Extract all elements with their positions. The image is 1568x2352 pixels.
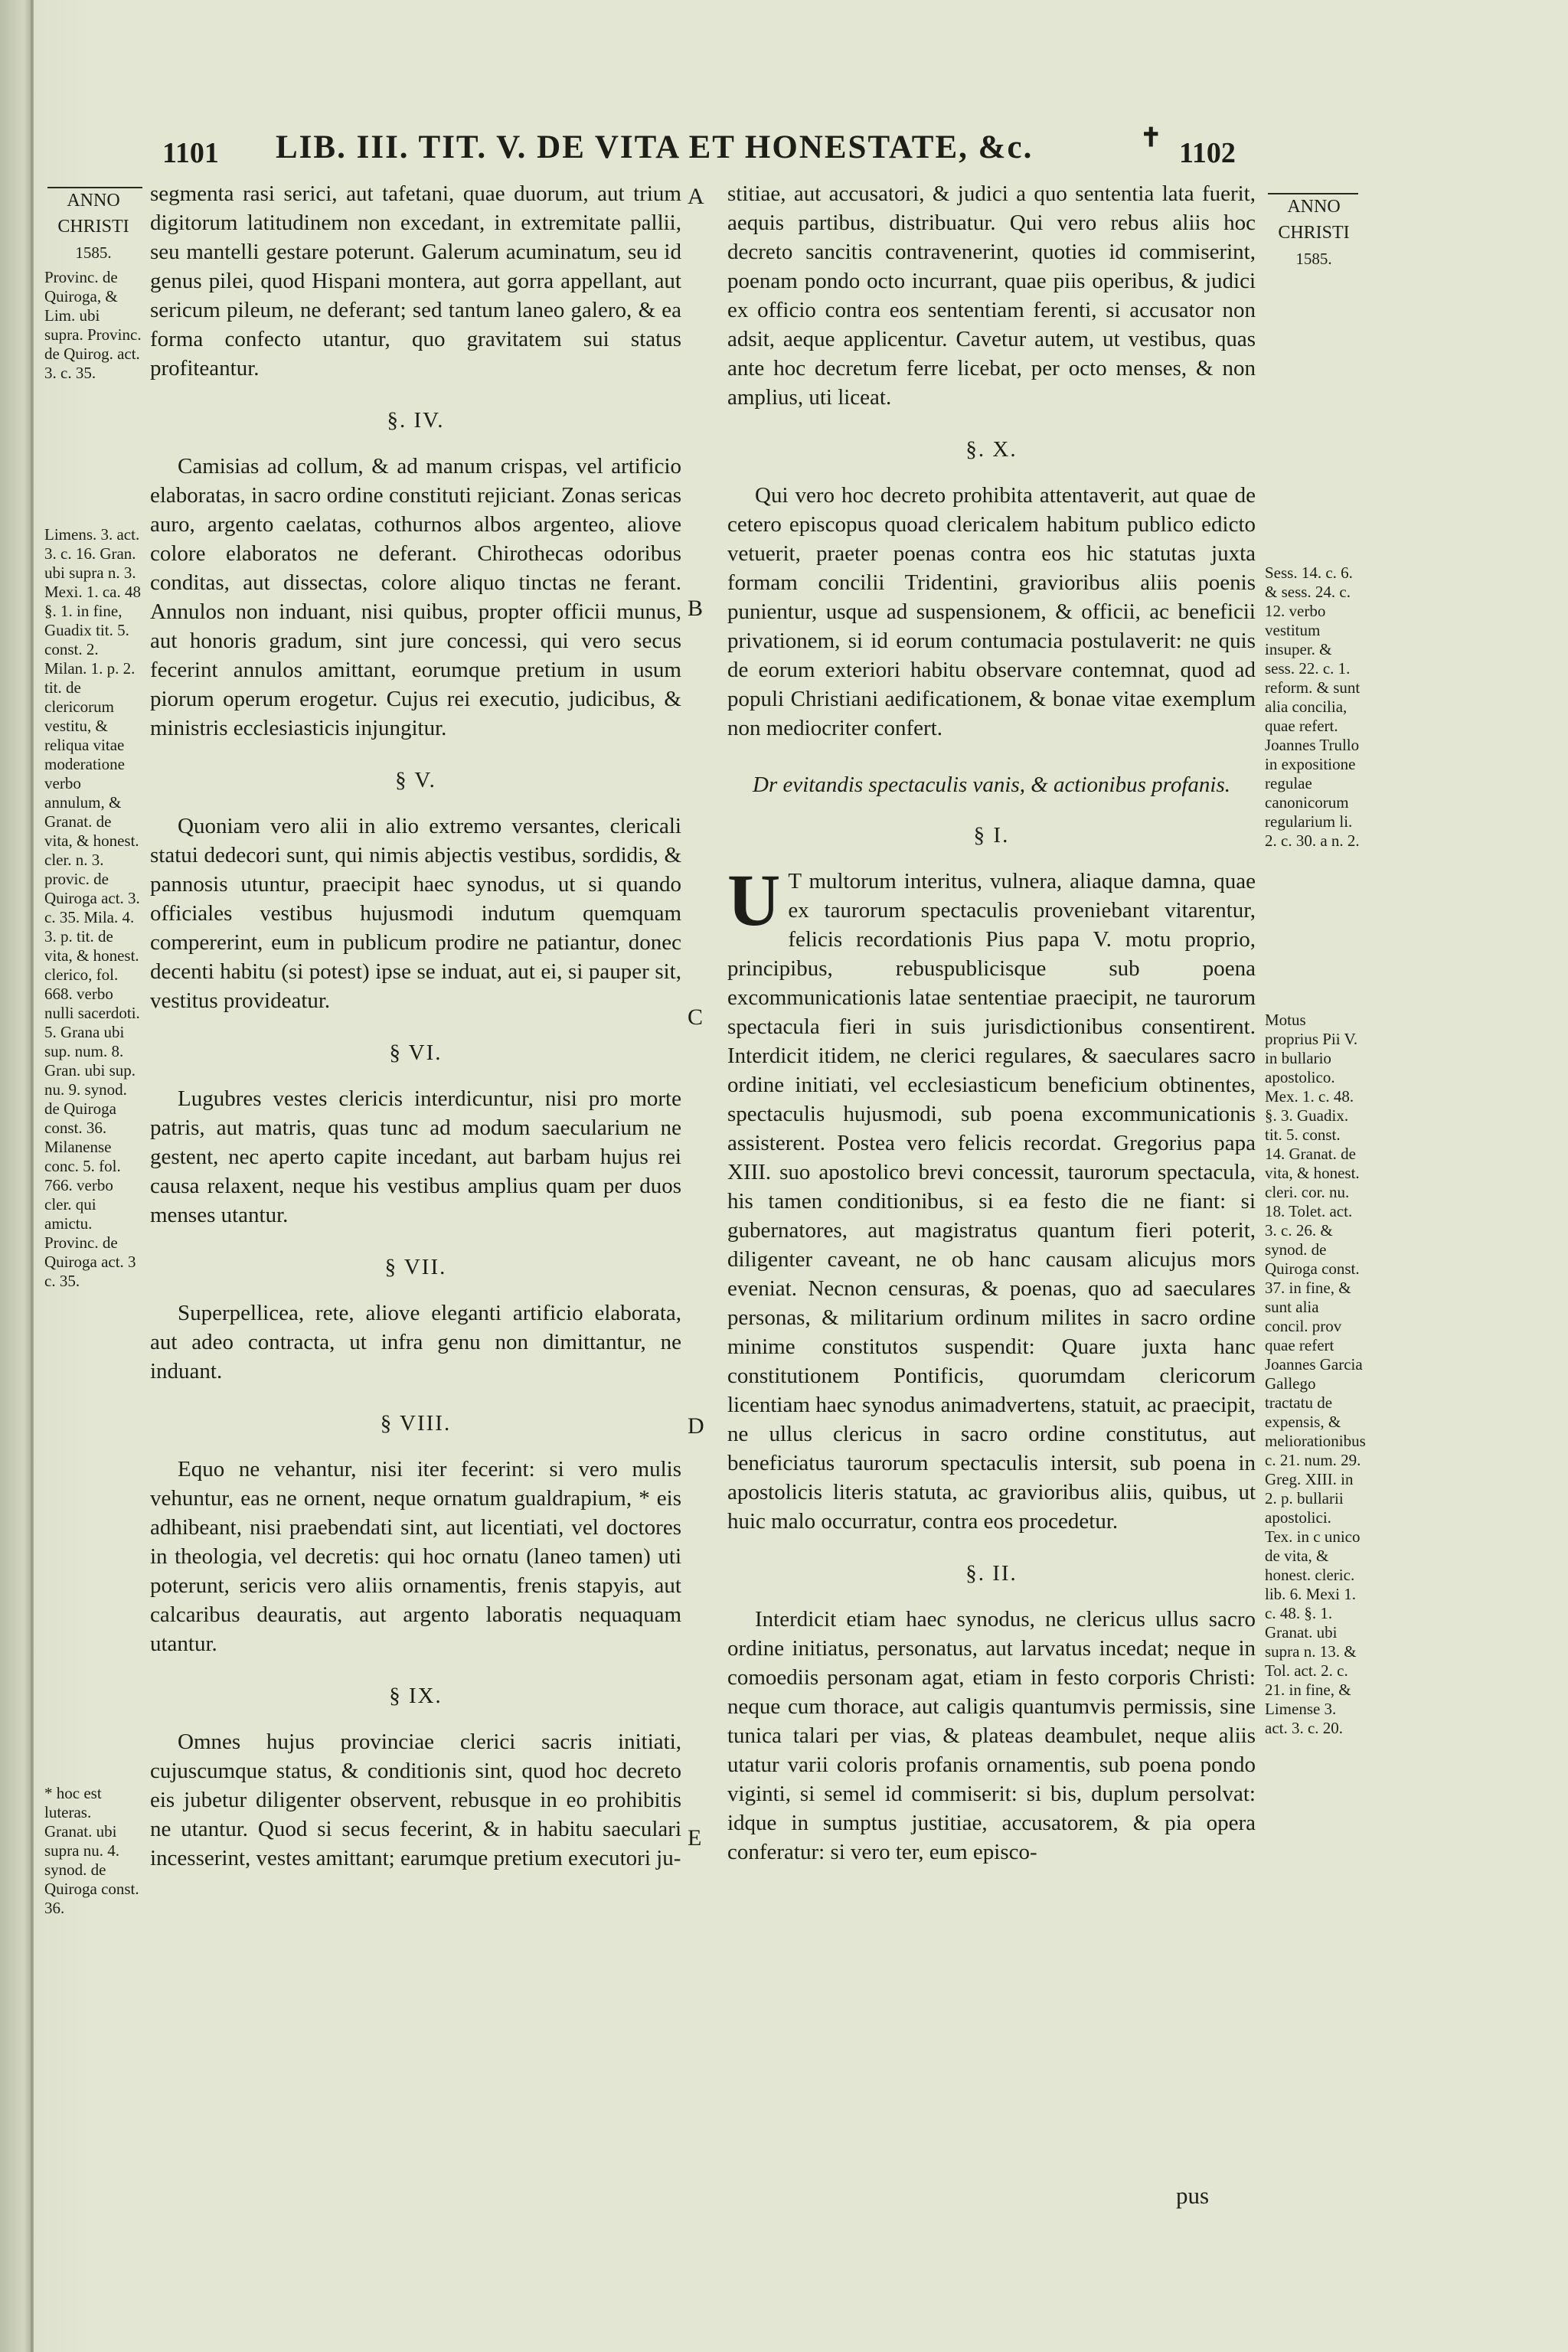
section-heading: § VIII.: [380, 1411, 452, 1436]
section-heading: § VII.: [384, 1255, 447, 1279]
page-number-left: 1101: [162, 137, 219, 169]
margin-note-left-1: Provinc. de Quiroga, & Lim. ubi supra. Provinc. de Quirog. act. 3. c. 35.: [44, 268, 142, 382]
catchword: pus: [1176, 2182, 1210, 2209]
section-heading: §. II.: [965, 1561, 1018, 1586]
left-margin-notes: [44, 190, 142, 387]
paragraph: Quoniam vero alii in alio extremo versantes, clericali statui dedecori sunt, qui nimis abjectis vestibus, sordidis, & pannosis utuntur, praecipit haec synodus, ut si quando officiales vestibus hujusmodi indutum quemquam compererint, eum in publicum prodire ne patiantur, donec decenti habitu (si potest) ipse se induat, aut ei, si pauper sit, vestitus provideatur.: [150, 814, 681, 1013]
chapter-title: Dr evitandis spectaculis vanis, & actionibus profanis.: [753, 773, 1230, 797]
margin-note-right-2: Motus proprius Pii V. in bullario apostolico. Mex. 1. c. 48. §. 3. Guadix. tit. 5. const. 14. Granat. de vita, & honest. cleri. cor. nu. 18. Tolet. act. 3. c. 26. & synod. de Quiroga const. 37. in fine, & sunt alia concil. prov quae refert Joannes Garcia Gallego tractatu de expensis, & meliorationibus c. 21. num. 29. Greg. XIII. in 2. p. bullarii apostolici. Tex. in c unico de vita, & honest. cleric. lib. 6. Mexi 1. c. 48. §. 1. Granat. ubi supra n. 13. & Tol. act. 2. c. 21. in fine, & Limense 3. act. 3. c. 20.: [1265, 1011, 1366, 1737]
anno-rule-right: [1268, 193, 1358, 194]
section-heading: § VI.: [389, 1040, 443, 1065]
anno-rule-left: [47, 187, 142, 188]
section-heading: §. X.: [965, 437, 1018, 462]
left-column: [150, 179, 681, 1873]
signature-mark: ✝: [1140, 124, 1162, 152]
section-heading: §. IV.: [387, 408, 445, 433]
right-margin-anno: ANNO CHRISTI 1585.: [1278, 197, 1350, 268]
paragraph: Omnes hujus provinciae clerici sacris initiati, cujuscumque status, & conditionis sint, quod hoc decreto eis jubetur diligenter observent, rebusque in eo prohibitis ne utantur. Quod si secus fecerint, & in habitu saeculari incesserint, vestes amittant; earumque pretium executori ju-: [150, 1730, 681, 1870]
binding-shadow: [31, 0, 33, 2352]
paragraph: Camisias ad collum, & ad manum crispas, vel artificio elaboratas, in sacro ordine constituti rejiciant. Zonas sericas auro, argento caelatas, cothurnos albos argenteo, aliove colore elaboratos ne deferant. Chirothecas odoribus conditas, aut dissectas, colore aliquo tinctas ne ferant. Annulos non induant, nisi quibus, propter officii munus, aut honoris gradum, sint jure concessi, qui vero secus fecerint annulos amittant, eorumque pretium in usum piorum operum erogetur. Cujus rei executio, judicibus, & ministris ecclesiasticis injungitur.: [150, 454, 681, 740]
section-letter-a: A: [688, 184, 704, 209]
paragraph: stitiae, aut accusatori, & judici a quo sententia lata fuerit, aequis partibus, distribuatur. Qui vero rebus aliis hoc decreto sancitis contravenerint, quoties id commiserint, poenam pondo octo incurrant, quae piis operibus, & judici ex officio contra eos sententiam ferenti, si accusator non adsit, aeque applicentur. Cavetur autem, ut vestibus, quas ante hoc decretum ferre licebat, per octo menses, & non amplius, uti liceat.: [727, 181, 1256, 410]
paragraph: U T multorum interitus, vulnera, aliaque damna, quae ex taurorum spectaculis proveniebant vitarentur, felicis recordationis Pius papa V. motu proprio, principibus, rebuspublicisque sub poena excommunicationis latae sententiae praecipit, ne taurorum spectacula fieri in suis jurisdictionibus consentirent. Interdicit itidem, ne clerici regulares, & saeculares sacro ordine initiati, vel ecclesiasticum beneficium obtinentes, spectaculis hujusmodi, sub poena excommunicationis assisterent. Postea vero felicis recordat. Gregorius papa XIII. suo apostolico brevi concessit, taurorum spectacula, his tamen conditionibus, si ea festo die ne fiant: si gubernatores, aut magistratus quantum fieri poterit, diligenter caveant, ne ob hanc causam alicujus mors eveniat. Necnon censuras, & poenas, quo ad saeculares personas, & militarium ordinum milites in sacro ordine minime constitutos suspendit: Quare juxta hanc constitutionem Pontificis, quorumdam clericorum licentiam haec synodus animadvertens, statuit, ac praecipit, ne ullus clericus in sacro ordine constitutus, aut beneficiatus taurorum spectaculis intersit, sub poena in apostolicis literis statuta, ac gravioribus aliis, quibus, ut huic malo occurratur, contra eos procedetur.: [727, 859, 1256, 1534]
paragraph: Equo ne vehantur, nisi iter fecerint: si vero mulis vehuntur, eas ne ornent, neque ornatum gualdrapium, * eis adhibeant, nisi praebendati sint, aut licentiati, vel doctores in theologia, vel decretis: qui hoc ornatu (laneo tamen) uti poterunt, sericis vero aliis ornamentis, frenis stapyis, aut calcaribus deauratis, aut argento laboratis nequaquam utantur.: [150, 1457, 681, 1656]
drop-cap: U: [727, 859, 781, 941]
running-title: LIB. III. TIT. V. DE VITA ET HONESTATE, &c.: [276, 129, 1034, 165]
paragraph: Qui vero hoc decreto prohibita attentaverit, aut quae de cetero episcopus quoad clericalem habitum publico edicto vetuerit, praeter poenas contra eos hic statutas juxta formam concilii Tridentini, gravioribus aliis poenis punientur, usque ad suspensionem, & officii, ac beneficii privationem, si id eorum contumacia postulaverit: ne quis de eorum exteriori habitu observare contemnat, quod ad populi Christiani aedificationem, & bonae vitae exemplum non mediocriter confert.: [727, 483, 1256, 740]
paragraph: segmenta rasi serici, aut tafetani, quae duorum, aut trium digitorum latitudinem non excedant, in extremitate pallii, seu mantelli gestare poterunt. Galerum acuminatum, seu id genus pilei, quod Hispani montera, aut gorra appellant, aut sericum pileum, ne deferant; sed tantum laneo galero, & ea forma confecto utantur, quo gravitatem sui status profiteantur.: [150, 181, 681, 381]
right-column: [727, 179, 1256, 1867]
margin-note-left-3: * hoc est luteras. Granat. ubi supra nu. 4. synod. de Quiroga const. 36.: [44, 1784, 139, 1917]
margin-note-right-1: Sess. 14. c. 6. & sess. 24. c. 12. verbo vestitum insuper. & sess. 22. c. 1. reform. & sunt alia concilia, quae refert. Joannes Trullo in expositione regulae canonicorum regularium li. 2. c. 30. a n. 2.: [1265, 564, 1361, 850]
anno-label-left: ANNO CHRISTI 1585.: [57, 191, 129, 262]
paragraph: Superpellicea, rete, aliove eleganti artificio elaborata, aut adeo contracta, ut infra genu non dimittantur, ne induant.: [150, 1301, 681, 1383]
page-number-right: 1102: [1179, 137, 1236, 169]
section-letter-e: E: [688, 1825, 702, 1851]
paragraph: Interdicit etiam haec synodus, ne clericus ullus sacro ordine initiatus, personatus, aut larvatus incedat; neque in comoediis personam agat, etiam in festo corporis Christi: neque cum thorace, aut caligis quantumvis permissis, sine tunica talari per vias, & plateas deambulet, neque aliis utatur varii coloris profanis ornamentis, sub poena pondo viginti, si semel id commiserit: si bis, duplum persolvat: idque in sumptus justitiae, accusatorem, & pia opera conferatur: si vero ter, eum episco-: [727, 1607, 1256, 1864]
section-heading: § V.: [395, 768, 436, 792]
previous-page-edge: [0, 0, 34, 2352]
section-letter-d: D: [688, 1413, 704, 1439]
paragraph: Lugubres vestes clericis interdicuntur, nisi pro morte patris, aut matris, quas tunc ad modum saecularium ne gestent, nec aperto capite incedant, aut barbam hujus rei causa relaxent, neque his vestibus amplius quam per duos menses utantur.: [150, 1086, 681, 1227]
margin-note-left-2: Limens. 3. act. 3. c. 16. Gran. ubi supra n. 3. Mexi. 1. ca. 48 §. 1. in fine, Guadix tit. 5. const. 2. Milan. 1. p. 2. tit. de clericorum vestitu, & reliqua vitae moderatione verbo annulum, & Granat. de vita, & honest. cler. n. 3. provic. de Quiroga act. 3. c. 35. Mila. 4. 3. p. tit. de vita, & honest. clerico, fol. 668. verbo nulli sacerdoti. 5. Grana ubi sup. num. 8. Gran. ubi sup. nu. 9. synod. de Quiroga const. 36. Milanense conc. 5. fol. 766. verbo cler. qui amictu. Provinc. de Quiroga act. 3 c. 35.: [44, 525, 141, 1290]
section-heading: § IX.: [389, 1684, 443, 1708]
section-letter-b: B: [688, 596, 704, 621]
section-letter-c: C: [688, 1004, 704, 1030]
section-heading: § I.: [973, 823, 1010, 848]
